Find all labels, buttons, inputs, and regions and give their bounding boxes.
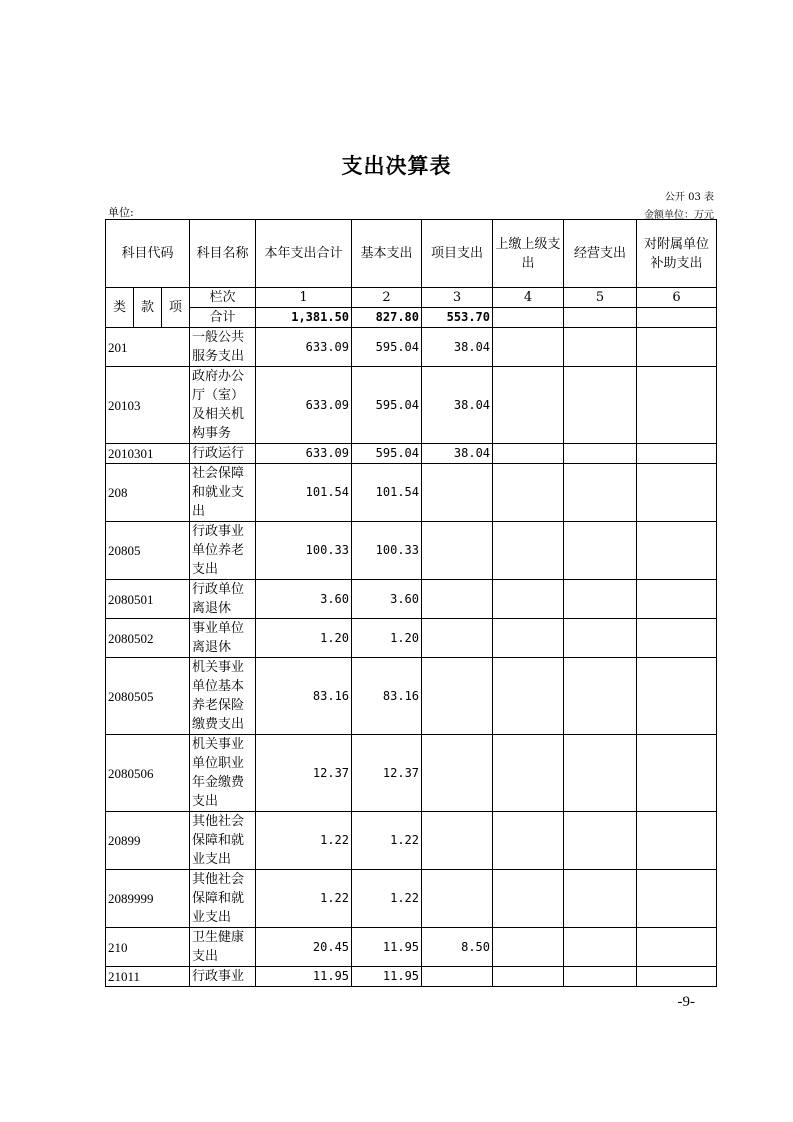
row-basic: 11.95 <box>352 928 422 967</box>
row-total: 100.33 <box>256 522 352 580</box>
row-name: 社会保障和就业支出 <box>190 464 256 522</box>
row-upper <box>493 367 564 444</box>
table-row <box>106 580 717 619</box>
row-upper <box>493 619 564 658</box>
row-code: 20103 <box>106 367 190 444</box>
row-code: 201 <box>106 328 190 367</box>
row-subsidy <box>637 580 717 619</box>
row-total: 1.22 <box>256 812 352 870</box>
row-project: 38.04 <box>422 444 493 464</box>
row-subsidy <box>637 328 717 367</box>
row-business <box>564 619 637 658</box>
row-business <box>564 367 637 444</box>
row-subsidy <box>637 367 717 444</box>
table-row <box>106 967 717 987</box>
column-index-1: 1 <box>256 288 352 308</box>
row-total: 11.95 <box>256 967 352 987</box>
row-business <box>564 928 637 967</box>
row-business <box>564 658 637 735</box>
unit-label: 单位: <box>108 206 134 219</box>
row-total: 83.16 <box>256 658 352 735</box>
header-class: 类 <box>106 288 134 328</box>
row-business <box>564 870 637 928</box>
row-business <box>564 522 637 580</box>
row-business <box>564 735 637 812</box>
row-subsidy <box>637 658 717 735</box>
row-subsidy <box>637 967 717 987</box>
row-total: 20.45 <box>256 928 352 967</box>
row-subsidy <box>637 464 717 522</box>
row-project <box>422 464 493 522</box>
row-code: 210 <box>106 928 190 967</box>
row-total: 1.22 <box>256 870 352 928</box>
row-basic: 595.04 <box>352 328 422 367</box>
page-number: -9- <box>677 994 695 1010</box>
row-code: 21011 <box>106 967 190 987</box>
row-business <box>564 444 637 464</box>
header-section: 款 <box>134 288 162 328</box>
row-project <box>422 580 493 619</box>
row-basic: 83.16 <box>352 658 422 735</box>
row-total: 633.09 <box>256 328 352 367</box>
row-subsidy <box>637 928 717 967</box>
row-business <box>564 812 637 870</box>
row-total: 3.60 <box>256 580 352 619</box>
row-name: 行政运行 <box>190 444 256 464</box>
row-name: 事业单位离退休 <box>190 619 256 658</box>
table-row <box>106 658 717 735</box>
column-index-4: 4 <box>493 288 564 308</box>
row-total: 1.20 <box>256 619 352 658</box>
row-subsidy <box>637 812 717 870</box>
header-item: 项 <box>162 288 190 328</box>
row-basic: 595.04 <box>352 367 422 444</box>
row-basic: 1.20 <box>352 619 422 658</box>
row-total: 101.54 <box>256 464 352 522</box>
row-project <box>422 619 493 658</box>
total-subsidy <box>637 308 717 328</box>
table-row <box>106 444 717 464</box>
row-project: 8.50 <box>422 928 493 967</box>
row-basic: 12.37 <box>352 735 422 812</box>
row-name: 行政事业 <box>190 967 256 987</box>
row-upper <box>493 928 564 967</box>
row-business <box>564 464 637 522</box>
row-name: 机关事业单位基本养老保险缴费支出 <box>190 658 256 735</box>
row-basic: 11.95 <box>352 967 422 987</box>
row-code: 2080506 <box>106 735 190 812</box>
page-title: 支出决算表 <box>341 153 452 178</box>
table-row <box>106 522 717 580</box>
money-unit-label: 金额单位：万元 <box>644 210 714 221</box>
column-index-3: 3 <box>422 288 493 308</box>
total-row <box>106 308 717 328</box>
row-project: 38.04 <box>422 367 493 444</box>
row-upper <box>493 464 564 522</box>
total-project: 553.70 <box>422 308 493 328</box>
row-project <box>422 658 493 735</box>
row-name: 一般公共服务支出 <box>190 328 256 367</box>
total-business <box>564 308 637 328</box>
expenditure-table <box>105 219 717 987</box>
header-business: 经营支出 <box>564 220 637 288</box>
table-row <box>106 367 717 444</box>
column-index-6: 6 <box>637 288 717 308</box>
row-project <box>422 812 493 870</box>
row-code: 2089999 <box>106 870 190 928</box>
row-upper <box>493 658 564 735</box>
row-basic: 101.54 <box>352 464 422 522</box>
header-subject-code: 科目代码 <box>106 220 190 288</box>
row-subsidy <box>637 522 717 580</box>
row-project: 38.04 <box>422 328 493 367</box>
row-subsidy <box>637 735 717 812</box>
row-name: 其他社会保障和就业支出 <box>190 812 256 870</box>
row-basic: 1.22 <box>352 870 422 928</box>
total-label: 合计 <box>190 308 256 328</box>
row-subsidy <box>637 619 717 658</box>
row-upper <box>493 812 564 870</box>
table-row <box>106 328 717 367</box>
column-index-5: 5 <box>564 288 637 308</box>
header-project: 项目支出 <box>422 220 493 288</box>
header-subsidy: 对附属单位补助支出 <box>637 220 717 288</box>
row-code: 2080501 <box>106 580 190 619</box>
row-name: 行政单位离退休 <box>190 580 256 619</box>
row-basic: 100.33 <box>352 522 422 580</box>
table-row <box>106 619 717 658</box>
row-name: 政府办公厅（室）及相关机构事务 <box>190 367 256 444</box>
row-project <box>422 735 493 812</box>
table-row <box>106 735 717 812</box>
row-upper <box>493 328 564 367</box>
row-basic: 595.04 <box>352 444 422 464</box>
row-subsidy <box>637 870 717 928</box>
total-total: 1,381.50 <box>256 308 352 328</box>
total-basic: 827.80 <box>352 308 422 328</box>
row-project <box>422 967 493 987</box>
row-name: 机关事业单位职业年金缴费支出 <box>190 735 256 812</box>
table-row <box>106 870 717 928</box>
row-name: 行政事业单位养老支出 <box>190 522 256 580</box>
row-business <box>564 580 637 619</box>
header-row <box>106 220 717 288</box>
row-upper <box>493 870 564 928</box>
row-code: 2080502 <box>106 619 190 658</box>
row-basic: 3.60 <box>352 580 422 619</box>
row-upper <box>493 522 564 580</box>
row-total: 12.37 <box>256 735 352 812</box>
header-column-label: 栏次 <box>190 288 256 308</box>
subheader-row <box>106 288 717 308</box>
table-row <box>106 464 717 522</box>
row-code: 20899 <box>106 812 190 870</box>
row-subsidy <box>637 444 717 464</box>
row-code: 2080505 <box>106 658 190 735</box>
row-business <box>564 967 637 987</box>
form-code: 公开 03 表 <box>664 192 714 203</box>
row-project <box>422 870 493 928</box>
row-total: 633.09 <box>256 367 352 444</box>
row-upper <box>493 967 564 987</box>
row-basic: 1.22 <box>352 812 422 870</box>
header-total: 本年支出合计 <box>256 220 352 288</box>
row-business <box>564 328 637 367</box>
column-index-2: 2 <box>352 288 422 308</box>
row-code: 20805 <box>106 522 190 580</box>
row-total: 633.09 <box>256 444 352 464</box>
row-code: 2010301 <box>106 444 190 464</box>
header-subject-name: 科目名称 <box>190 220 256 288</box>
total-upper <box>493 308 564 328</box>
table-row <box>106 928 717 967</box>
table-row <box>106 812 717 870</box>
row-upper <box>493 735 564 812</box>
row-upper <box>493 444 564 464</box>
header-basic: 基本支出 <box>352 220 422 288</box>
row-project <box>422 522 493 580</box>
row-name: 其他社会保障和就业支出 <box>190 870 256 928</box>
row-code: 208 <box>106 464 190 522</box>
row-name: 卫生健康支出 <box>190 928 256 967</box>
row-upper <box>493 580 564 619</box>
header-upper: 上缴上级支出 <box>493 220 564 288</box>
